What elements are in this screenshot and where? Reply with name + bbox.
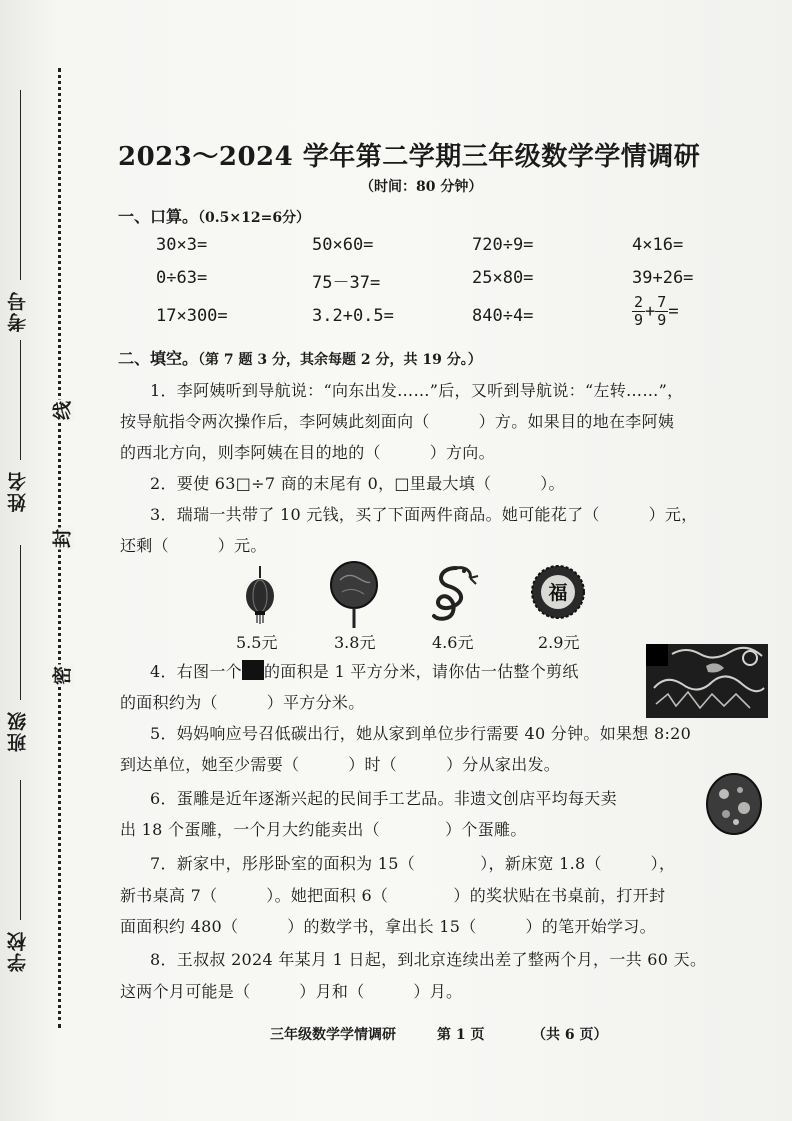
dragon-icon: [426, 562, 482, 624]
price-label: 2.9元: [538, 633, 580, 652]
calc-item: 25×80=: [472, 268, 534, 288]
q7-line-1: 7．新家中，彤彤卧室的面积为 15（ ），新床宽 1.8（ ），: [150, 854, 676, 873]
calc-item: 17×300=: [156, 306, 228, 326]
fu-character: 福: [548, 582, 568, 604]
calc-item: 4×16=: [632, 235, 684, 255]
q1-line-1: 1．李阿姨听到导航说：“向东出发……”后，又听到导航说：“左转……”，: [150, 381, 684, 400]
name-blank: [20, 340, 21, 460]
q6-line-1: 6．蛋雕是近年逐渐兴起的民间手工艺品。非遗文创店平均每天卖: [150, 789, 617, 808]
footer-total: （共 6 页）: [532, 1027, 608, 1043]
price-label: 4.6元: [432, 633, 474, 652]
footer-page: 第 1 页: [437, 1027, 485, 1043]
calc-item: 50×60=: [312, 235, 374, 255]
calc-fraction: [632, 294, 679, 329]
lantern-icon: [240, 566, 280, 624]
q5-line-1: 5．妈妈响应号召低碳出行，她从家到单位步行需要 40 分钟。如果想 8:20: [150, 724, 692, 743]
q8-line-2: 这两个月可能是（ ）月和（ ）月。: [120, 982, 463, 1001]
calc-item: 39+26=: [632, 268, 694, 288]
school-label: 学校: [7, 930, 29, 972]
fraction-b: $\frac{7}{9}$: [657, 293, 667, 329]
fraction-op: +: [645, 301, 656, 322]
name-label: 姓名: [7, 470, 29, 512]
section-1-score-note: （0.5×12=6分）: [198, 210, 311, 226]
binding-char-secret: 密: [48, 665, 75, 687]
binding-char-seal: 封: [48, 528, 75, 550]
fraction-eq: =: [668, 301, 679, 322]
q3-line-1: 3．瑞瑞一共带了 10 元钱，买了下面两件商品。她可能花了（ ）元，: [150, 505, 698, 524]
q7-line-3: 面面积约 480（ ）的数学书，拿出长 15（ ）的笔开始学习。: [120, 917, 656, 936]
q1-line-2: 按导航指令两次操作后，李阿姨此刻面向（ ）方。如果目的地在李阿姨: [120, 412, 675, 431]
calc-item: 30×3=: [156, 235, 208, 255]
calc-item: 0÷63=: [156, 268, 208, 288]
fu-paper-cut-icon: [530, 564, 586, 620]
exam-time: （时间：80 分钟）: [360, 179, 483, 195]
class-blank: [20, 545, 21, 700]
section-2-score-note: （第 7 题 3 分，其余每题 2 分，共 19 分。）: [198, 352, 482, 368]
calc-item: 3.2+0.5=: [312, 306, 394, 326]
q4-line-1: [150, 659, 579, 682]
section-2-title: 二、填空。: [118, 349, 199, 368]
paper-cut-image: [646, 644, 768, 718]
fan-icon: [328, 560, 380, 630]
q7-line-2: 新书桌高 7（ ）。她把面积 6（ ）的奖状贴在书桌前，打开封: [120, 886, 666, 905]
q5-line-2: 到达单位，她至少需要（ ）时（ ）分从家出发。: [120, 755, 561, 774]
q3-line-2: 还剩（ ）元。: [120, 536, 267, 555]
section-1-title: 一、口算。: [118, 207, 199, 226]
price-label: 5.5元: [236, 633, 278, 652]
exam-number-blank: [20, 90, 21, 280]
binding-char-line: 线: [48, 400, 75, 422]
price-label: 3.8元: [334, 633, 376, 652]
q2-text: 2．要使 63□÷7 商的末尾有 0，□里最大填（ ）。: [150, 474, 565, 493]
unit-square-icon: [242, 660, 264, 680]
q8-line-1: 8．王叔叔 2024 年某月 1 日起，到北京连续出差了整两个月，一共 60 天。: [150, 950, 707, 969]
q4-text-b: 的面积是 1 平方分米，请你估一估整个剪纸: [263, 662, 579, 681]
calc-item: 720÷9=: [472, 235, 534, 255]
section-1-heading: [118, 204, 310, 227]
exam-title: 2023～2024 学年第二学期三年级数学学情调研: [118, 142, 701, 172]
carved-egg-image: [704, 772, 764, 836]
q1-line-3: 的西北方向，则李阿姨在目的地的（ ）方向。: [120, 443, 495, 462]
exam-number-label: 考号: [7, 290, 29, 332]
calc-item: 75－37=: [312, 273, 381, 293]
q6-line-2: 出 18 个蛋雕，一个月大约能卖出（ ）个蛋雕。: [120, 820, 527, 839]
section-2-heading: [118, 346, 482, 369]
class-label: 班级: [7, 710, 29, 752]
q4-line-2: 的面积约为（ ）平方分米。: [120, 693, 365, 712]
fraction-a: $\frac{2}{9}$: [634, 293, 644, 329]
calc-item: 840÷4=: [472, 306, 534, 326]
footer-title: 三年级数学学情调研: [270, 1027, 396, 1043]
school-blank: [20, 780, 21, 920]
q4-text-a: 4．右图一个: [150, 662, 242, 681]
